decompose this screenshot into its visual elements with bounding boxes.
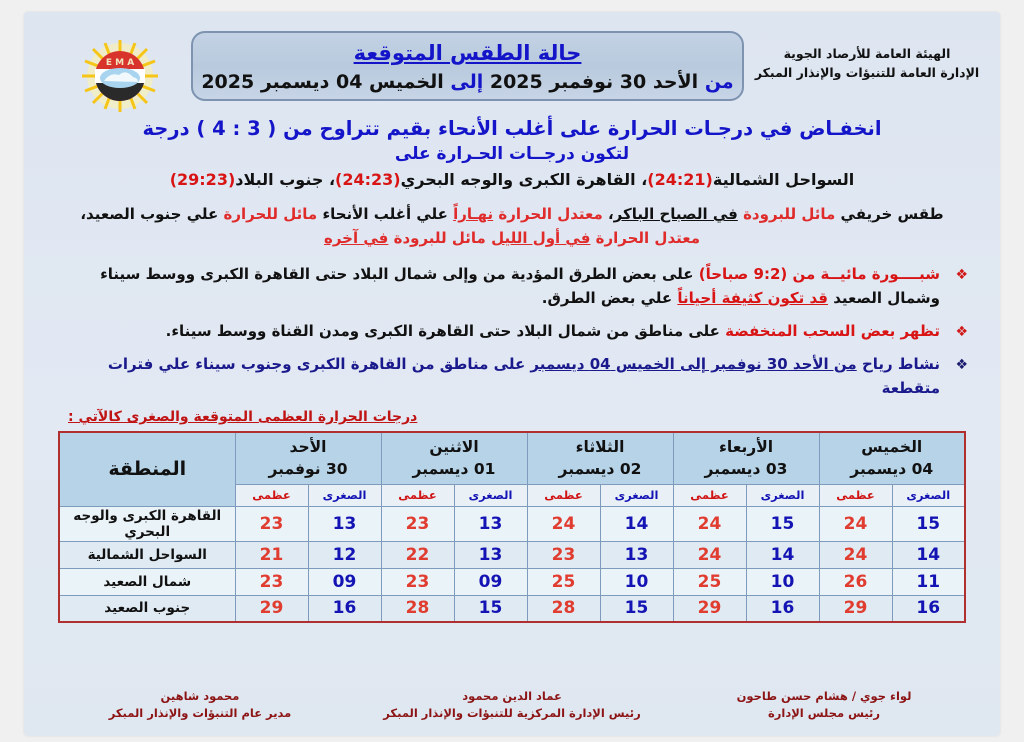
day-date: 02 ديسمبر [558,460,642,479]
cell-min: 15 [746,506,819,541]
cell-max: 21 [235,541,308,568]
day-date: 01 ديسمبر [412,460,496,479]
column-header-region: المنطقة [59,432,235,506]
day-name: الأربعاء [718,438,774,457]
day-header-monday [381,432,527,484]
signature-central-head [362,688,662,722]
cell-max: 25 [673,568,746,595]
cond-7: علي أغلب الأنحاء [322,205,448,223]
cell-min: 15 [892,506,965,541]
cell-max: 23 [235,568,308,595]
subheader-min: الصغرى [746,484,819,506]
list-item [64,262,970,310]
cond-10: معتدل الحرارة [595,229,700,247]
signature-role: مدير عام التنبؤات والإنذار المبكر [108,706,292,720]
table-row [59,541,965,568]
signature-footer [24,688,1000,722]
day-name: الثلاثاء [575,438,625,457]
subheader-min: الصغرى [308,484,381,506]
cell-max: 24 [673,541,746,568]
page-title: حالة الطقس المتوقعة [353,41,582,65]
subheader-min: الصغرى [454,484,527,506]
table-row [59,568,965,595]
cell-max: 24 [527,506,600,541]
cell-max: 24 [673,506,746,541]
cell-max: 23 [381,568,454,595]
bullet-1-part-2: على بعض الطرق المؤدية من وإلى شمال البلاد حتى القاهرة الكبرى ووسط سيناء وشمال الصعيد [100,265,940,307]
page-header [24,12,1000,112]
cell-min: 13 [454,541,527,568]
cell-max: 24 [819,541,892,568]
date-range [193,67,742,97]
cond-3: في الصباح الباكر [613,205,738,223]
cell-max: 26 [819,568,892,595]
range-end: الخميس 04 ديسمبر 2025 [201,71,444,93]
region-cairo-delta: ، القاهرة الكبرى والوجه البحري [400,170,648,189]
signature-general-manager [50,688,350,722]
cell-max: 25 [527,568,600,595]
bullet-1-part-3: قد تكون كثيفة أحياناً [677,289,828,307]
value-north-coast: (24:21) [647,170,713,189]
range-start: الأحد 30 نوفمبر 2025 [489,71,699,93]
table-header-days [59,432,965,484]
list-item [64,352,970,400]
subheader-max: عظمى [819,484,892,506]
range-from-word: من [704,71,734,93]
diamond-bullet-icon: ❖ [955,324,968,340]
day-date: 30 نوفمبر [268,460,348,479]
cell-min: 13 [600,541,673,568]
day-name: الاثنين [429,438,479,457]
diamond-bullet-icon: ❖ [955,267,968,283]
cond-12: مائل للبرودة [393,229,486,247]
cell-region: القاهرة الكبرى والوجه البحري [59,506,235,541]
day-name: الأحد [289,438,327,457]
cond-8: مائل للحرارة [223,205,318,223]
cell-min: 09 [308,568,381,595]
day-date: 03 ديسمبر [704,460,788,479]
org-line-1: الهيئة العامة للأرصاد الجوية [783,46,951,61]
range-to-word: إلى [450,71,484,93]
signature-name: لواء جوي / هشام حسن طاحون [736,689,912,703]
cell-max: 24 [819,506,892,541]
bullet-3-part-2: من الأحد 30 نوفمبر إلى الخميس 04 ديسمبر [530,355,857,373]
cell-min: 11 [892,568,965,595]
cell-max: 29 [235,595,308,622]
bullet-2-part-2: على مناطق من شمال البلاد حتى القاهرة الكبرى ومدن القناة ووسط سيناء. [165,322,720,340]
cell-min: 10 [746,568,819,595]
cell-min: 15 [454,595,527,622]
cond-4: ، [602,205,614,223]
cell-max: 23 [527,541,600,568]
cell-max: 29 [819,595,892,622]
diamond-bullet-icon: ❖ [955,357,968,373]
cell-max: 29 [673,595,746,622]
bullet-2-part-1: تظهر بعض السحب المنخفضة [725,322,940,340]
cell-min: 13 [454,506,527,541]
temperature-table [58,431,966,623]
org-line-2: الإدارة العامة للتنبؤات والإنذار المبكر [754,65,980,80]
table-row [59,506,965,541]
subheader-max: عظمى [235,484,308,506]
signature-role: رئيس مجلس الإدارة [767,706,880,720]
table-row [59,595,965,622]
value-south: (29:23) [169,170,236,189]
day-header-wednesday [673,432,819,484]
cell-min: 14 [600,506,673,541]
cell-region: السواحل الشمالية [59,541,235,568]
cell-min: 14 [892,541,965,568]
bullet-3-part-1: نشاط رياح [861,355,940,373]
summary-line-3 [44,167,980,193]
signature-name: عماد الدين محمود [462,689,562,703]
subheader-max: عظمى [673,484,746,506]
cond-13: في آخره [324,229,389,247]
summary-block [24,115,1000,250]
value-cairo-delta: (24:23) [335,170,401,189]
table-caption: درجات الحرارة العظمى المتوقعة والصغرى كالآتي : [68,409,418,425]
subheader-max: عظمى [527,484,600,506]
cond-1: طقس خريفي [840,205,944,223]
cell-min: 12 [308,541,381,568]
conditions-paragraph [44,202,980,250]
cell-max: 23 [235,506,308,541]
cell-max: 28 [527,595,600,622]
title-box [191,31,744,101]
subheader-min: الصغرى [892,484,965,506]
cell-min: 13 [308,506,381,541]
bullet-list [24,262,1000,400]
region-north-coast: السواحل الشمالية [712,170,855,189]
day-header-sunday [235,432,381,484]
subheader-min: الصغرى [600,484,673,506]
bullet-1-part-1: شبــــورة مائيــة من (9:2 صباحاً) [698,265,940,283]
cond-2: مائل للبرودة [743,205,836,223]
summary-line-2: لتكون درجــات الحـرارة على [394,144,630,164]
cell-min: 15 [600,595,673,622]
cell-max: 22 [381,541,454,568]
signature-role: رئيس الإدارة المركزية للتنبؤات والإنذار المبكر [383,706,641,720]
cell-min: 10 [600,568,673,595]
cond-11: في أول الليل [491,229,591,247]
day-date: 04 ديسمبر [850,460,934,479]
bullet-1-part-4: علي بعض الطرق. [541,289,673,307]
svg-text:E M A: E M A [105,58,135,68]
cond-5: معتدل الحرارة [498,205,603,223]
cell-min: 16 [892,595,965,622]
cell-min: 14 [746,541,819,568]
cell-max: 28 [381,595,454,622]
region-south: ، جنوب البلاد [235,170,336,189]
cond-9: علي جنوب الصعيد، [80,205,219,223]
day-header-tuesday [527,432,673,484]
bulletin-page [24,12,1000,736]
day-header-thursday [819,432,965,484]
bullet-3-part-3: على مناطق من القاهرة الكبرى وجنوب سيناء علي فترات متقطعة [107,355,940,397]
organization-block [752,44,982,82]
cell-min: 09 [454,568,527,595]
signature-name: محمود شاهين [160,689,240,703]
cell-region: شمال الصعيد [59,568,235,595]
day-name: الخميس [861,438,923,457]
signature-board-chairman [674,688,974,722]
cell-min: 16 [746,595,819,622]
ema-logo-icon [72,38,168,114]
cell-min: 16 [308,595,381,622]
cell-region: جنوب الصعيد [59,595,235,622]
summary-line-1: انخفـاض في درجـات الحرارة على أغلب الأنحاء بقيم تتراوح من ( 3 : 4 ) درجة [142,117,882,140]
cond-6: نهـاراً [453,205,494,223]
list-item [64,319,970,343]
cell-max: 23 [381,506,454,541]
subheader-max: عظمى [381,484,454,506]
